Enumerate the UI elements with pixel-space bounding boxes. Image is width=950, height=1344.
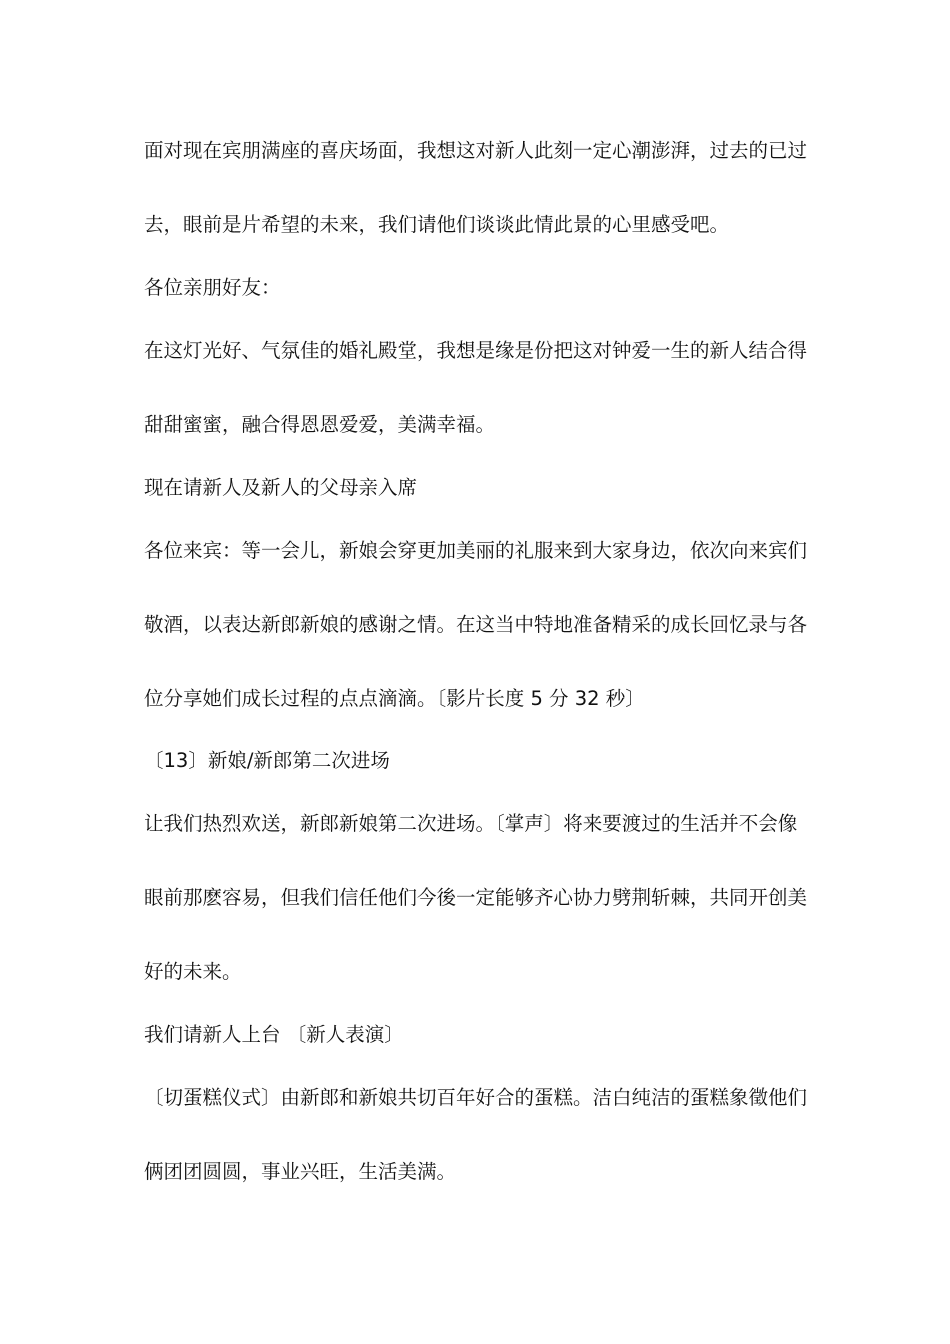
text-line-1: 面对现在宾朋满座的喜庆场面，我想这对新人此刻一定心潮澎湃，过去的已过	[144, 139, 808, 162]
text-line-10: 〔13〕新娘/新郎第二次进场	[144, 749, 390, 772]
text-line-7: 各位来宾：等一会儿，新娘会穿更加美丽的礼服来到大家身边，依次向来宾们	[144, 539, 808, 562]
text-line-14: 我们请新人上台 〔新人表演〕	[144, 1023, 404, 1046]
text-line-2: 去，眼前是片希望的未来，我们请他们谈谈此情此景的心里感受吧。	[144, 213, 730, 236]
text-line-13: 好的未来。	[144, 960, 242, 983]
text-line-4: 在这灯光好、气氛佳的婚礼殿堂，我想是缘是份把这对钟爱一生的新人结合得	[144, 339, 808, 362]
text-line-16: 俩团团圆圆，事业兴旺，生活美满。	[144, 1160, 457, 1183]
text-line-6: 现在请新人及新人的父母亲入席	[144, 476, 418, 499]
text-line-8: 敬酒，以表达新郎新娘的感谢之情。在这当中特地准备精采的成长回忆录与各	[144, 613, 808, 636]
text-line-9: 位分享她们成长过程的点点滴滴。〔影片长度 5 分 32 秒〕	[144, 687, 645, 710]
text-line-3: 各位亲朋好友：	[144, 276, 281, 299]
text-line-5: 甜甜蜜蜜，融合得恩恩爱爱，美满幸福。	[144, 413, 496, 436]
text-line-12: 眼前那麽容易，但我们信任他们今後一定能够齐心协力劈荆斩棘，共同开创美	[144, 886, 808, 909]
text-line-11: 让我们热烈欢送，新郎新娘第二次进场。〔掌声〕将来要渡过的生活并不会像	[144, 812, 798, 835]
text-line-15: 〔切蛋糕仪式〕由新郎和新娘共切百年好合的蛋糕。洁白纯洁的蛋糕象徵他们	[144, 1086, 808, 1109]
